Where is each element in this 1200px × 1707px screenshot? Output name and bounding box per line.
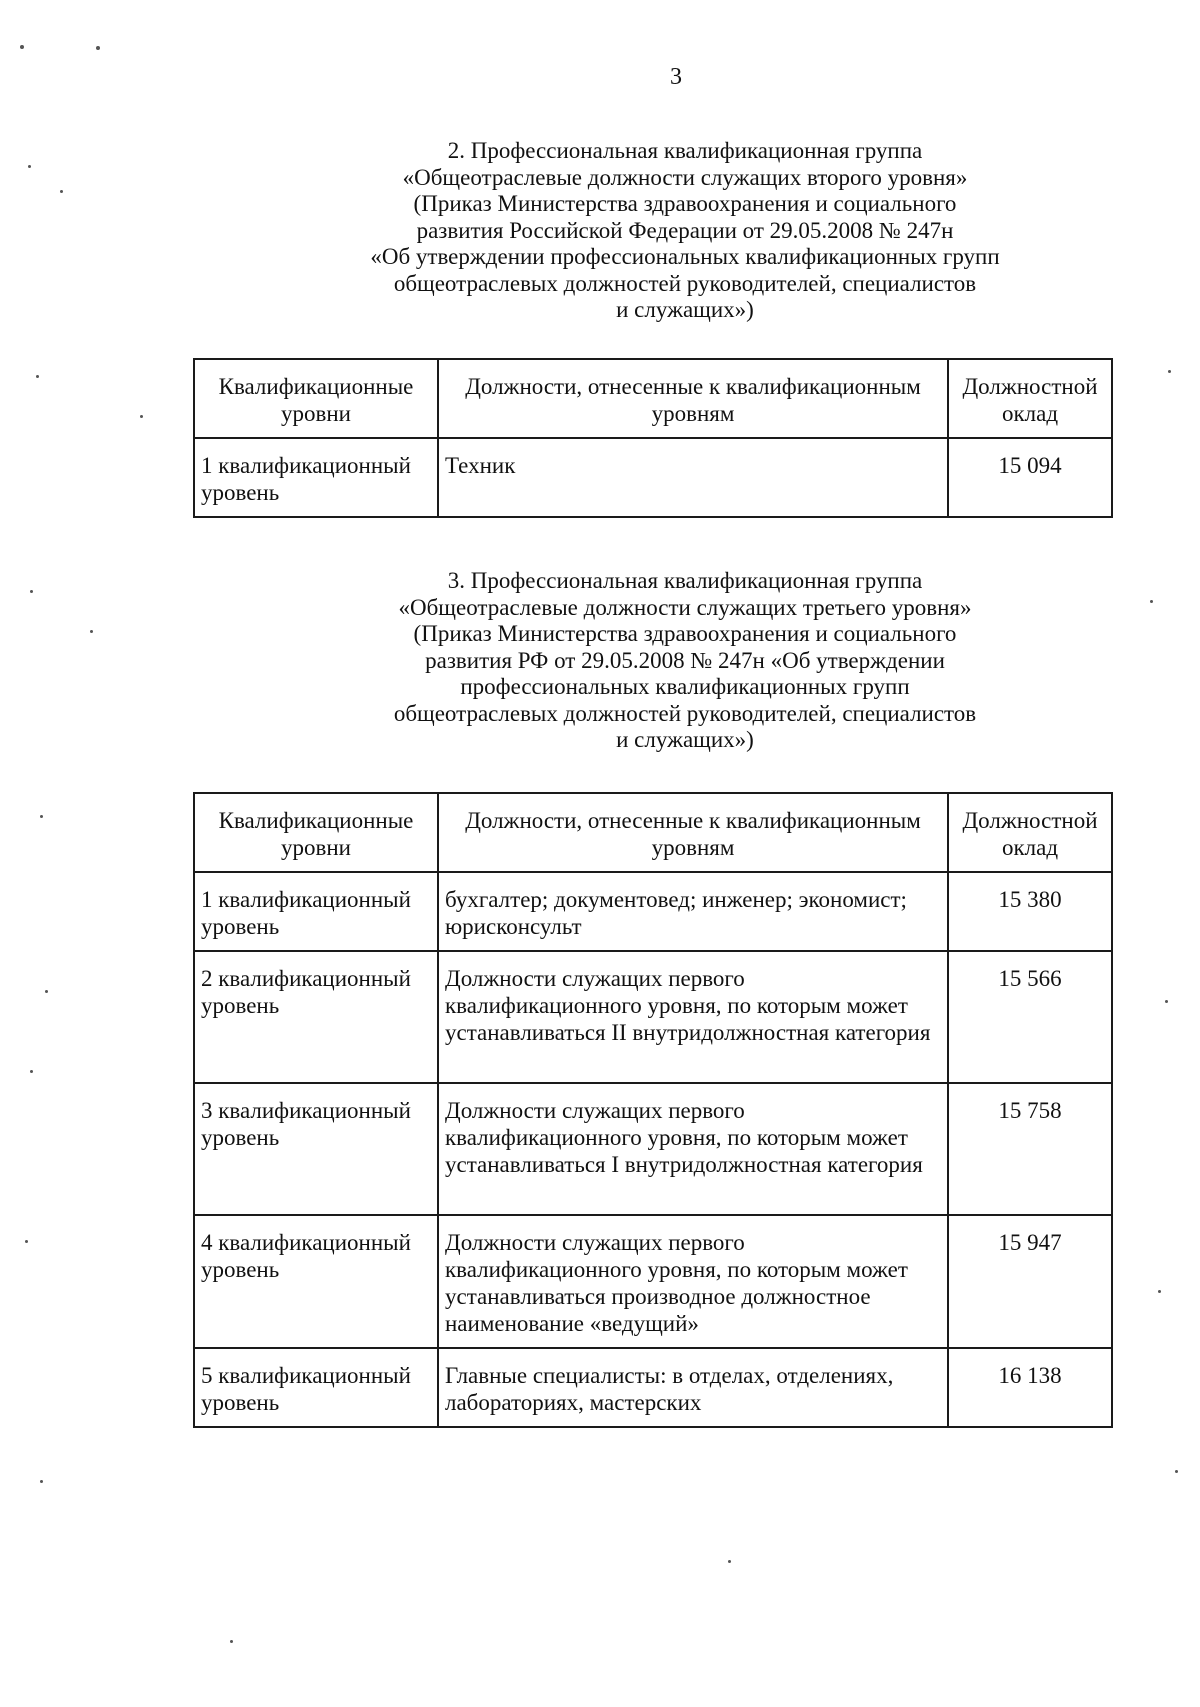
scan-speck	[28, 165, 31, 168]
scan-speck	[25, 1240, 28, 1243]
scan-speck	[1175, 1470, 1178, 1473]
salary-cell: 15 566	[948, 951, 1112, 1083]
heading-line: профессиональных квалификационных групп	[460, 674, 910, 699]
heading-line: развития РФ от 29.05.2008 № 247н «Об утверждении	[425, 647, 945, 673]
heading-line: развития Российской Федерации от 29.05.2008 № 247н	[416, 217, 954, 243]
table-row	[194, 872, 1112, 951]
heading-line: и служащих»)	[616, 727, 754, 752]
heading-line: «Общеотраслевые должности служащих второго уровня»	[402, 164, 968, 190]
scan-speck	[60, 190, 63, 193]
heading-line: 2. Профессиональная квалификационная группа	[447, 138, 923, 163]
heading-line: 3. Профессиональная квалификационная группа	[447, 568, 923, 593]
heading-line: общеотраслевых должностей руководителей, специалистов	[393, 270, 977, 296]
table-header-row	[194, 793, 1112, 872]
level-cell: 1 квалификационный уровень	[194, 438, 438, 517]
heading-line: «Об утверждении профессиональных квалификационных групп	[370, 244, 1000, 269]
scan-speck	[230, 1640, 233, 1643]
scan-speck	[140, 415, 143, 418]
heading-line: (Приказ Министерства здравоохранения и социального	[413, 191, 957, 216]
header-positions: Должности, отнесенные к квалификационным уровням	[438, 793, 948, 872]
positions-cell: Главные специалисты: в отделах, отделениях, лабораториях, мастерских	[438, 1348, 948, 1427]
table-row	[194, 1083, 1112, 1215]
level-cell: 1 квалификационный уровень	[194, 872, 438, 951]
scan-speck	[1158, 1290, 1161, 1293]
scan-speck	[40, 815, 43, 818]
section-2-table	[193, 358, 1113, 518]
heading-line: общеотраслевых должностей руководителей, специалистов	[393, 700, 977, 726]
header-positions: Должности, отнесенные к квалификационным уровням	[438, 359, 948, 438]
level-cell: 4 квалификационный уровень	[194, 1215, 438, 1348]
level-cell: 2 квалификационный уровень	[194, 951, 438, 1083]
scan-speck	[96, 46, 100, 50]
positions-cell: бухгалтер; документовед; инженер; экономист; юрисконсульт	[438, 872, 948, 951]
salary-cell: 15 094	[948, 438, 1112, 517]
table-row	[194, 1348, 1112, 1427]
table-row	[194, 438, 1112, 517]
salary-cell: 15 947	[948, 1215, 1112, 1348]
section-2-heading	[300, 138, 1070, 324]
table-header-row	[194, 359, 1112, 438]
scan-speck	[30, 1070, 33, 1073]
scan-speck	[20, 45, 24, 49]
table-row	[194, 951, 1112, 1083]
scan-speck	[30, 590, 33, 593]
scan-speck	[1165, 1000, 1168, 1003]
level-cell: 5 квалификационный уровень	[194, 1348, 438, 1427]
heading-line: и служащих»)	[616, 297, 754, 322]
section-3-heading	[300, 568, 1070, 754]
heading-line: (Приказ Министерства здравоохранения и социального	[413, 621, 957, 646]
scan-speck	[1168, 370, 1171, 373]
positions-cell: Должности служащих первого квалификационного уровня, по которым может устанавливаться I внутридолжностная категория	[438, 1083, 948, 1215]
scan-speck	[1150, 600, 1153, 603]
salary-cell: 16 138	[948, 1348, 1112, 1427]
section-3-table	[193, 792, 1113, 1428]
page-number: 3	[670, 64, 682, 90]
scan-speck	[40, 1480, 43, 1483]
scan-speck	[45, 990, 48, 993]
positions-cell: Должности служащих первого квалификационного уровня, по которым может устанавливаться II внутридолжностная категория	[438, 951, 948, 1083]
header-levels: Квалификационные уровни	[194, 359, 438, 438]
header-salary: Должностной оклад	[948, 359, 1112, 438]
header-levels: Квалификационные уровни	[194, 793, 438, 872]
salary-cell: 15 380	[948, 872, 1112, 951]
scan-speck	[36, 375, 39, 378]
positions-cell: Должности служащих первого квалификационного уровня, по которым может устанавливаться производное должностное наименование «ведущий»	[438, 1215, 948, 1348]
positions-cell: Техник	[438, 438, 948, 517]
level-cell: 3 квалификационный уровень	[194, 1083, 438, 1215]
salary-cell: 15 758	[948, 1083, 1112, 1215]
table-row	[194, 1215, 1112, 1348]
heading-line: «Общеотраслевые должности служащих третьего уровня»	[398, 594, 972, 620]
scan-speck	[728, 1560, 731, 1563]
header-salary: Должностной оклад	[948, 793, 1112, 872]
scan-speck	[90, 630, 93, 633]
